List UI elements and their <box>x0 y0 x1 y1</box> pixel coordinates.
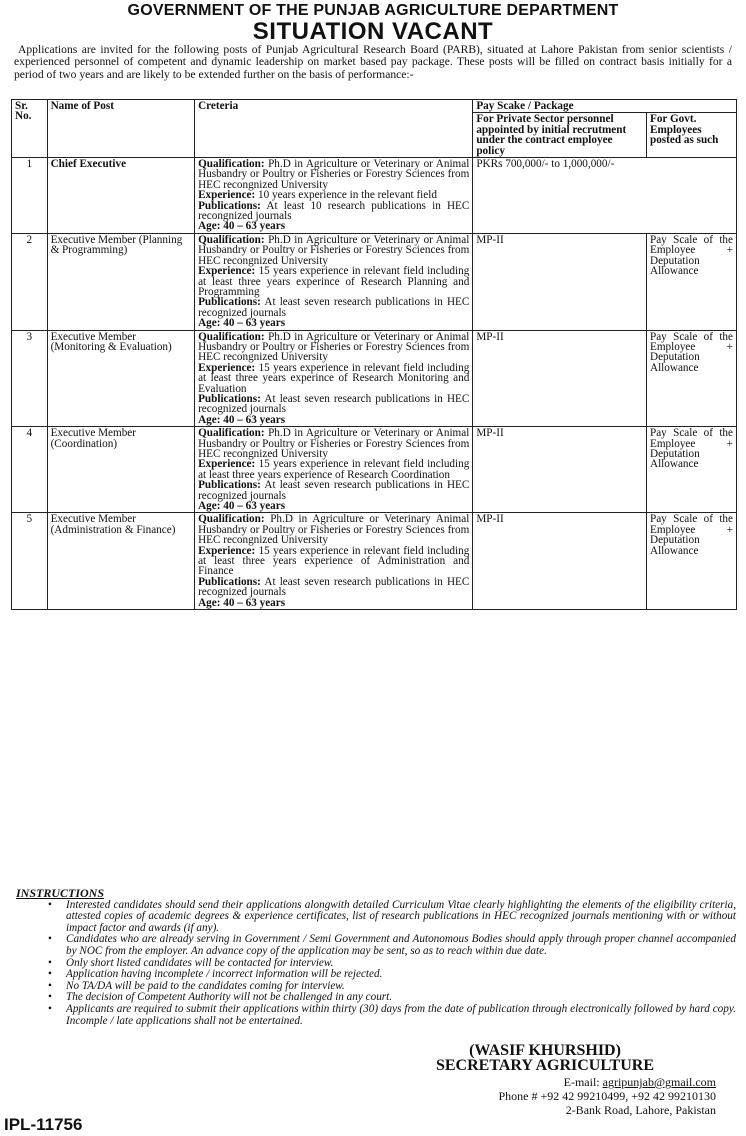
qualification-text: Ph.D in Agriculture or Veterinary Animal Husbandry or Poultry or Fisheries or Forestry Sciences from HEC recongnized University <box>198 513 470 547</box>
instruction-item: • Only short listed candidates will be contacted for interview. <box>66 958 736 970</box>
table-row <box>12 330 737 427</box>
address-line: 2-Bank Road, Lahore, Pakistan <box>565 1103 716 1117</box>
experience-label: Experience: <box>198 189 256 202</box>
row-criteria <box>195 427 473 513</box>
row-govt-pay: Pay Scale of the Employee + Deputation Allowance <box>646 233 736 330</box>
ipl-code: IPL-11756 <box>4 1115 83 1134</box>
instructions-section <box>16 888 736 1027</box>
signatory-designation: SECRETARY AGRICULTURE <box>435 1057 654 1074</box>
row-private-pay: MP-II <box>473 330 647 427</box>
signatory-name: (WASIF KHURSHID) <box>469 1042 621 1059</box>
intro-paragraph: Applications are invited for the following posts of Punjab Agricultural Research Board (PARB), situated at Lahore Pakistan from senior scientists / experienced personnel of competent and dynamic leadership on market based pay package. These posts will be filled on contract basis initially for a period of two years and are likely to be extended further on the basis of performance:- <box>14 43 732 81</box>
publications-text: At least 10 research publications in HEC recongnized journals <box>198 199 470 223</box>
row-sr-no: 4 <box>12 427 48 513</box>
experience-text: 15 years experience in relevant field including at least three years experience of Administration and Finance <box>198 544 470 578</box>
qualification-label: Qualification: <box>198 513 265 526</box>
instruction-item: • Application having incomplete / incorrect information will be rejected. <box>66 969 736 981</box>
header-private-sector: For Private Sector personnel appointed by initial recrutment under the contract employee policy <box>473 113 647 158</box>
row-private-pay: MP-II <box>473 513 647 610</box>
contact-block <box>350 1075 740 1117</box>
publications-text: At least seven research publications in HEC recognized journals <box>198 392 470 416</box>
table-row <box>12 427 737 513</box>
table-row <box>12 233 737 330</box>
row-govt-pay: Pay Scale of the Employee + Deputation Allowance <box>646 427 736 513</box>
instruction-item: • No TA/DA will be paid to the candidates coming for interview. <box>66 981 736 993</box>
qualification-label: Qualification: <box>198 158 265 171</box>
qualification-label: Qualification: <box>198 233 265 246</box>
publications-label: Publications: <box>198 479 261 492</box>
phone-line: Phone # +92 42 99210499, +92 42 99210130 <box>498 1089 716 1103</box>
publications-label: Publications: <box>198 199 261 212</box>
table-row <box>12 513 737 610</box>
row-criteria <box>195 158 473 234</box>
posts-table <box>11 99 737 610</box>
page-title: SITUATION VACANT <box>252 18 494 45</box>
row-post-name: Executive Member (Coordination) <box>47 427 195 513</box>
header-govt-employees: For Govt. Employees posted as such <box>646 113 736 158</box>
row-criteria <box>195 330 473 427</box>
instruction-item: • Applicants are required to submit their applications within thirty (30) days from the date of publication through electronically followed by hard copy. Incomple / late applications shall not be entertained. <box>66 1004 736 1027</box>
row-sr-no: 3 <box>12 330 48 427</box>
age-text: 40 – 63 years <box>223 413 286 426</box>
qualification-text: Ph.D in Agriculture or Veterinary or Animal Husbandry or Poultry or Fisheries or Forestry Sciences from HEC recongnized University <box>198 158 470 191</box>
email-label: E-mail: <box>563 1075 600 1089</box>
instruction-item: • The decision of Competent Authority will not be challenged in any court. <box>66 992 736 1004</box>
table-row <box>12 158 737 234</box>
instruction-item: • Candidates who are already serving in Government / Semi Government and Autonomous Bodies should apply through proper channel accompanied by NOC from the employer. An advance copy of the application may be sent, so as to reach within due date. <box>66 934 736 957</box>
age-text: 40 – 63 years <box>223 317 286 330</box>
publications-text: At least seven research publications in HEC recognized journals <box>198 575 470 599</box>
row-govt-pay: Pay Scale of the Employee + Deputation Allowance <box>646 513 736 610</box>
qualification-label: Qualification: <box>198 427 265 440</box>
age-text: 40 – 63 years <box>223 220 286 233</box>
experience-text: 15 years experience in relevant field including at least three years experince of Research Planning and Programming <box>198 265 470 298</box>
qualification-label: Qualification: <box>198 330 265 343</box>
header-pay-package: Pay Scake / Package <box>473 100 737 113</box>
age-label: Age: <box>198 317 221 330</box>
qualification-text: Ph.D in Agriculture or Veterinary or Animal Husbandry or Poultry or Fisheries or Forestry Sciences from HEC recongnized University <box>198 427 470 460</box>
email-link[interactable]: agripunjab@gmail.com <box>602 1075 716 1089</box>
qualification-text: Ph.D in Agriculture or Veterinary or Animal Husbandry or Poultry or Fisheries or Forestry Sciences from HEC recongnized University <box>198 330 470 364</box>
experience-text: 15 years experience in relevant field including at least three years experince of Research Monitoring and Evaluation <box>198 361 470 395</box>
row-private-pay: MP-II <box>473 233 647 330</box>
email-line <box>350 1075 716 1089</box>
signature-block <box>352 1043 738 1073</box>
row-sr-no: 1 <box>12 158 48 234</box>
experience-label: Experience: <box>198 458 256 471</box>
publications-label: Publications: <box>198 296 261 309</box>
table-header-row <box>12 100 737 113</box>
row-sr-no: 5 <box>12 513 48 610</box>
age-label: Age: <box>198 220 221 233</box>
header-sr-no: Sr. No. <box>12 100 48 158</box>
instruction-item: • Interested candidates should send their applications alongwith detailed Curriculum Vitae clearly highlighting the elements of the eligibility criteria, attested copies of academic degrees & experience certificates, list of research publications in HEC recognized journals mentioning with or without impact factor and awards (if any). <box>66 900 736 935</box>
qualification-text: Ph.D in Agriculture or Veterinary or Animal Husbandry or Poultry or Fisheries or Forestry Sciences from HEC recongnized University <box>198 233 470 267</box>
age-label: Age: <box>198 413 221 426</box>
row-post-name: Chief Executive <box>47 158 195 234</box>
age-text: 40 – 63 years <box>223 596 286 609</box>
row-criteria <box>195 233 473 330</box>
row-post-name: Executive Member (Monitoring & Evaluation) <box>47 330 195 427</box>
experience-label: Experience: <box>198 265 256 278</box>
experience-label: Experience: <box>198 361 256 374</box>
age-label: Age: <box>198 500 221 513</box>
publications-label: Publications: <box>198 575 261 588</box>
experience-text: 10 years experience in the relevant field <box>258 189 437 202</box>
age-label: Age: <box>198 596 221 609</box>
publications-text: At least seven research publications in HEC recognized journals <box>198 296 470 319</box>
publications-text: At least seven research publications in HEC recognized journals <box>198 479 470 502</box>
publications-label: Publications: <box>198 392 261 405</box>
experience-text: 15 years experience in relevant field including at least three years experience of Research Coordination <box>198 458 470 481</box>
row-private-pay: MP-II <box>473 427 647 513</box>
row-post-name: Executive Member (Administration & Finance) <box>47 513 195 610</box>
row-post-name: Executive Member (Planning & Programming) <box>47 233 195 330</box>
age-text: 40 – 63 years <box>223 500 286 513</box>
department-heading: GOVERNMENT OF THE PUNJAB AGRICULTURE DEPARTMENT <box>127 2 619 19</box>
header-name-of-post: Name of Post <box>47 100 195 158</box>
row-private-pay: PKRs 700,000/- to 1,000,000/- <box>473 158 737 234</box>
row-govt-pay: Pay Scale of the Employee + Deputation Allowance <box>646 330 736 427</box>
header-criteria: Creteria <box>195 100 473 158</box>
instructions-title: INSTRUCTIONS <box>16 886 105 900</box>
row-criteria <box>195 513 473 610</box>
row-sr-no: 2 <box>12 233 48 330</box>
instructions-list <box>16 900 736 1028</box>
experience-label: Experience: <box>198 544 256 557</box>
